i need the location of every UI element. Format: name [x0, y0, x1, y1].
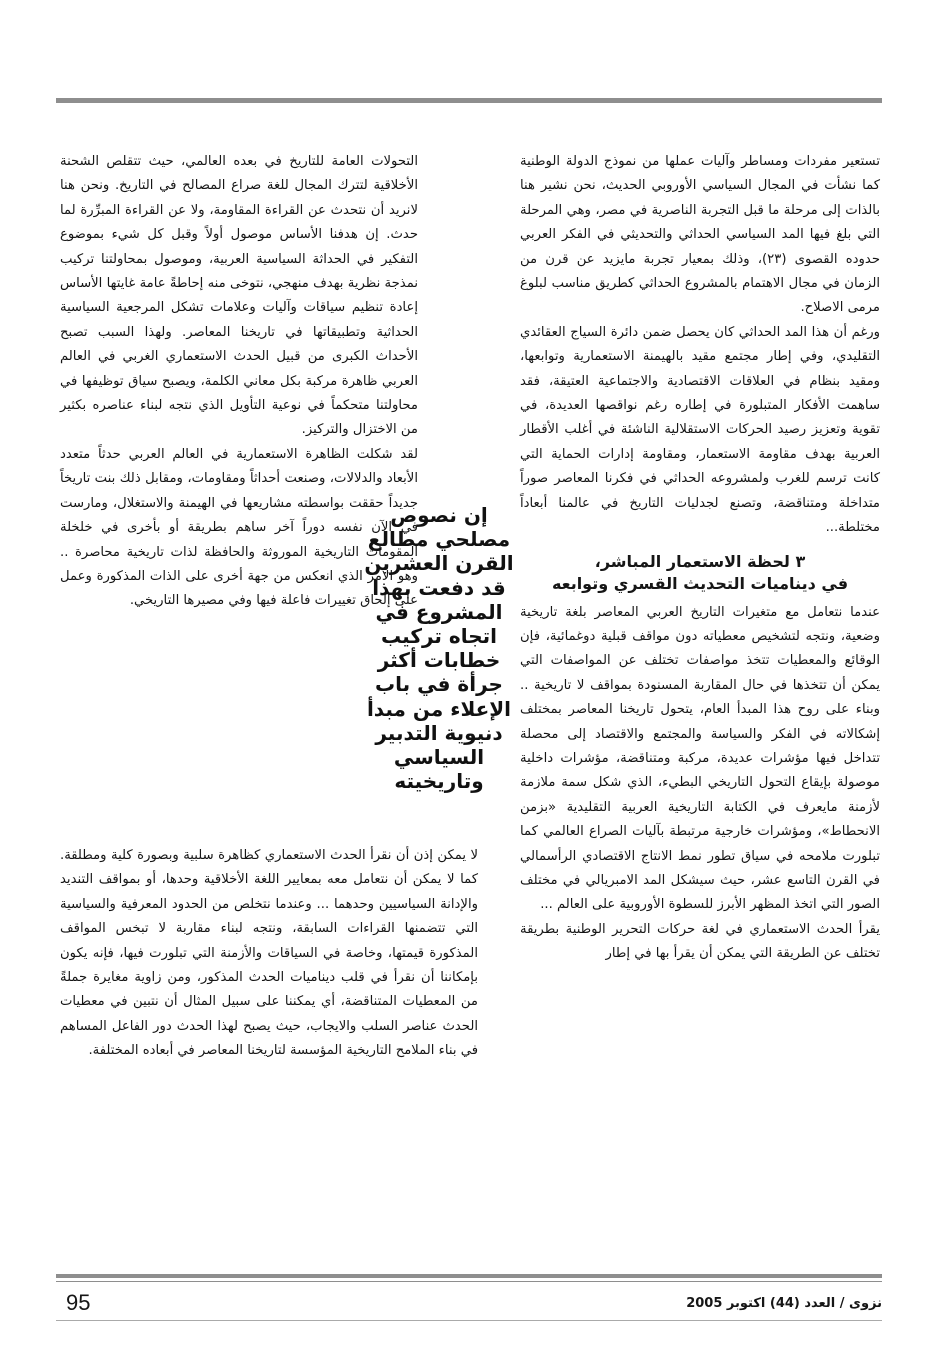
- section-heading-line-1: ٣ لحظة الاستعمار المباشر،: [594, 551, 806, 571]
- bottom-rule-thin: [56, 1281, 882, 1282]
- pull-quote: إن نصوص مصلحي مطالع القرن العشرين قد دفعت بهذا المشروع في اتجاه تركيب خطابات أكثر جرأة في باب الإعلاء من مبدأ دنيوية التدبير السياسي وتاريخيته: [364, 503, 514, 794]
- right-paragraph-1: تستعير مفردات ومساطر وآليات عملها من نموذج الدولة الوطنية كما نشأت في المجال السياسي الأوروبي الحديث، نحن نشير هنا بالذات إلى مرحلة ما قبل التجربة الناصرية في مصر، وهي المرحلة التي بلغ فيها المد السياسي الحداثي والتحديثي في الفكر العربي حدوده القصوى (٢٣)، وذلك بمعيار تجربة مايزيد عن قرن من الزمان في مجال الاهتمام بالمشروع الحداثي كطريق مناسب لبلوغ مرمى الاصلاح.: [520, 154, 880, 316]
- section-heading: [520, 551, 880, 595]
- left-paragraph-1: التحولات العامة للتاريخ في بعده العالمي، حيث تتقلص الشحنة الأخلاقية لتترك المجال للغة صراع المصالح في التاريخ. ونحن هنا لانريد أن نتحدث عن القراءة المقاومة، ولا عن القراءة المبرِّرة لما حدث. إن هدفنا الأساس موصول أولاً وقبل كل شيء بموضوع التفكير في الحداثة السياسية العربية، وموصول بمحاولتنا تركيب نمذجة نظرية بهدف منهجي، نتوخى منه إحاطةً عامة غايتها الأساس إعادة تنظيم سياقات وآليات وعلامات تشكل المرجعية السياسية الحداثية وتطبيقاتها في تاريخنا المعاصر. ولهذا السبب تصبح الأحداث الكبرى من قبيل الحدث الاستعماري الغربي في العالم العربي ظاهرة مركبة بكل معاني الكلمة، ويصبح سياق توظيفها في محاولتنا متحكماً في نوعية التأويل الذي نتجه لبناء عناصره بكثير من الاختزال والتركيز.: [60, 154, 418, 438]
- left-paragraph-3: لا يمكن إذن أن نقرأ الحدث الاستعماري كظاهرة سلبية وبصورة كلية ومطلقة. كما لا يمكن أن نتعامل معه بمعايير اللغة الأخلاقية وحدها، أو بمواقف التنديد والإدانة السياسيين وحدهما ... وعندما نتخلص من الحدود المعرفية والسياسية التي تتضمنها القراءات السابقة، ونتجه لبناء مقاربة لا تبخس المواقف المذكورة قيمتها، وخاصة في السياقات والأزمنة التي تبلورت فيها، فإنه يكون بإمكاننا أن نقرأ في قلب ديناميات الحدث المذكور، ومن زاوية مغايرة جملةً من المعطيات المتناقضة، أي يمكننا على سبيل المثال أن نتبين في معطيات الحدث عناصر السلب والايجاب، حيث يصبح لهذا الحدث دور الفاعل المساهم في بناء الملامح التاريخية المؤسسة لتاريخنا المعاصر في أبعاده المختلفة.: [60, 848, 478, 1059]
- bottom-rule: [56, 1274, 882, 1278]
- right-column: [520, 150, 880, 967]
- section-heading-line-2: في ديناميات التحديث القسري وتوابعه: [551, 573, 849, 593]
- right-paragraph-3: عندما نتعامل مع متغيرات التاريخ العربي المعاصر بلغة تاريخية وضعية، ونتجه لتشخيص معطياته دون مواقف قبلية دوغمائية، فإن الوقائع والمعطيات تتخذ مواصفات تختلف عن المواصفات التي يمكن أن تتخذها في حال المقاربة المسنودة بمواقف لا تاريخية .. وبناء على روح هذا المبدأ العام، يتحول تاريخنا المعاصر بمختلف إشكالاته في الفكر والسياسة والمجتمع والاقتصاد إلى محصلة تتداخل فيها مؤشرات عديدة، مركبة ومتناقضة، مؤشرات داخلية موصولة بإيقاع التحول التاريخي البطيء، الذي شكل سمة ملازمة لأزمنة مايعرف في الكتابة التاريخية العربية التقليدية «بزمن الانحطاط»، ومؤشرات خارجية مرتبطة بآليات الصراع العالمي كما تبلورت ملامحه في سياق تطور نمط الانتاج الاقتصادي الرأسمالي في القرن التاسع عشر، حيث سيشكل المد الامبريالي في مختلف الصور التي اتخذ المظهر الأبرز للسطوة الأوروبية على العالم ...: [520, 604, 880, 913]
- left-paragraph-2: لقد شكلت الظاهرة الاستعمارية في العالم العربي حدثاً متعدد الأبعاد والدلالات، وصنعت أحداثاً ومقاومات، ومقابل ذلك بنت تاريخاً جديداً حققت بواسطته مشاريعها في الهيمنة والاستغلال، ومارست في الآن نفسه دوراً آخر ساهم بطريقة أو بأخرى في خلخلة المقومات التاريخية الموروثة والحافظة لذات تاريخية محاصرة .. وهو الأمر الذي انعكس من جهة أخرى على الذات المذكورة وعمل على إلحاق تغييرات فاعلة فيها وفي مصيرها التاريخي.: [60, 446, 418, 609]
- left-column-bottom: [60, 844, 478, 1064]
- footer-rule: [56, 1320, 882, 1321]
- page-number: 95: [66, 1290, 91, 1315]
- right-paragraph-4: يقرأ الحدث الاستعماري في لغة حركات التحرير الوطنية بطريقة تختلف عن الطريقة التي يمكن أن يقرأ بها في إطار: [520, 921, 880, 962]
- right-paragraph-2: ورغم أن هذا المد الحداثي كان يحصل ضمن دائرة السياج العقائدي التقليدي، وفي إطار مجتمع مقيد بالهيمنة الاستعمارية وتوابعها، ومقيد بنظام في العلاقات الاقتصادية والاجتماعية العتيقة، فقد ساهمت الأفكار المتبلورة في إطاره رغم نواقصها العديدة، في تقوية وتعزيز رصيد الحركات الاستقلالية الناشئة في أغلب الأقطار العربية بهدف مقاومة الاستعمار، ومقاومة إدارات الحماية التي كانت ترسم للغرب ولمشروعه الحداثي في فكرنا المعاصر صوراً متداخلة ومتناقضة، وتصنع لجدليات التاريخ في عالمنا أبعاداً مختلطة...: [520, 324, 880, 536]
- top-rule: [56, 98, 882, 103]
- issue-label: نزوى / العدد (44) اكتوبر 2005: [686, 1296, 882, 1311]
